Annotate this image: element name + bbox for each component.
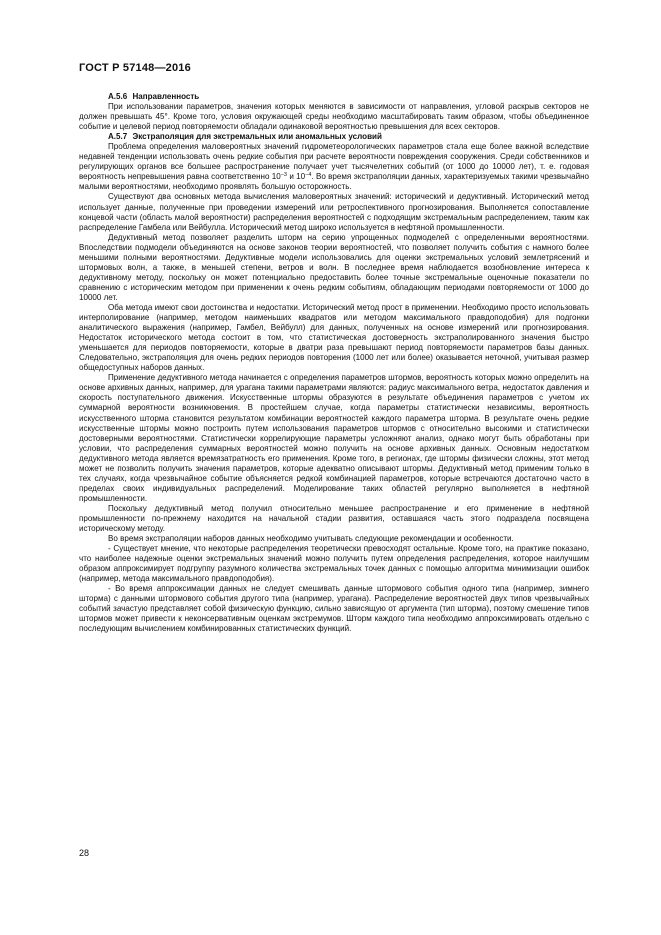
document-body (79, 92, 589, 635)
paragraph: Поскольку дедуктивный метод получил относительно меньшее распространение и его применение в нефтяной промышленности по-прежнему находится на начальной стадии развития, оставшаяся часть этого подраздела посвящена историческому методу. (79, 503, 589, 534)
section-heading-a56 (79, 92, 589, 102)
superscript: −3 (280, 172, 287, 179)
paragraph: Оба метода имеют свои достоинства и недостатки. Исторический метод прост в применении. Необходимо просто использовать интерполирование (например, методом наименьших квадратов или методом максимального правдоподобия) для подгонки аналитического выражения (например, Гамбел, Вейбулл) для данных, полученных на основе измерений или прогнозирования. Недостаток исторического метода состоит в том, что статистическая достоверность экстраполированного значения быстро уменьшается для периодов повторяемости, которые в дватри раза превышают период повторяемости параметров базы данных. Следовательно, экстраполяция для очень редких периодов повторения (1000 лет или более) оказывается неточной, учитывая размер общедоступных наборов данных. (79, 302, 589, 373)
section-title: Экстраполяция для экстремальных или аномальных условий (132, 132, 382, 142)
superscript: −4 (305, 172, 312, 179)
page-number: 28 (79, 848, 90, 858)
section-heading-a57 (79, 132, 589, 142)
text-run: и 10 (287, 172, 306, 182)
paragraph: Дедуктивный метод позволяет разделить шторм на серию упрощенных подмоделей с определенными вероятностями. Впоследствии подмодели объединяются на основе законов теории вероятностей, что позволяет получить события с намного более меньшими полными вероятностями. Дедуктивные модели использовались для оценки экстремальных условий землетрясений и штормовых волн, а также, в меньшей степени, ветров и волн. В последнее время наблюдается возобновление интереса к дедуктивному методу, поскольку он может потенциально предоставить более точные экстремальные оценочные показатели по сравнению с историческим методом при применении к очень редким событиям, обладающим периодами повторяемости от 1000 до 10000 лет. (79, 232, 589, 302)
paragraph: Во время экстраполяции наборов данных необходимо учитывать следующие рекомендации и особенности. (108, 534, 514, 544)
document-header: ГОСТ Р 57148—2016 (79, 62, 191, 74)
section-title: Направленность (132, 92, 200, 101)
paragraph: При использовании параметров, значения которых меняются в зависимости от направления, угловой раскрыв секторов не должен превышать 45°. Кроме того, условия окружающей среды необходимо масштабировать таким образом, чтобы объединенное событие и целевой период повторяемости обладали одинаковой вероятностью превышения для всех секторов. (79, 102, 589, 132)
text-run: . Во время экстраполяции данных, характеризуемых такими чрезвычайно малыми вероятностями, необходимо проявлять большую осторожность. (79, 172, 589, 192)
list-item: - Во время аппроксимации данных не следует смешивать данные штормового события одного типа (например, зимнего шторма) с данными штормового события другого типа (например, урагана). Распределение вероятностей двух типов чрезвычайных событий зачастую представляет собой физическую функцию, сильно зависящую от аргумента (тип шторма), поэтому смешение типов штормов может привести к неконсервативным оценкам экстремумов. Шторм каждого типа необходимо аппроксимировать отдельно с последующим вычислением комбинированных статистических функций. (79, 584, 589, 634)
section-number: А.5.6 (108, 92, 128, 101)
text-run: Проблема определения маловероятных значений гидрометеорологических параметров стала еще более важной вследствие недавней тенденции использовать очень редкие события при расчете вероятности повреждения сооружения. Среди собственников и регулирующих органов все большее распространение получает учет тысячелетних событий (от 1000 до 10000 лет), т. е. годовая вероятность непревышения равна соответственно 10 (79, 142, 589, 182)
section-number: А.5.7 (108, 132, 128, 142)
paragraph: Существуют два основных метода вычисления маловероятных значений: исторический и дедуктивный. Исторический метод использует данные, полученные при проведении измерений или ретроспективного прогнозирования. Выполняется сопоставление концевой части (область малой вероятности) распределения вероятностей с подходящим экстремальным распределением, таким как распределение Гамбела или Вейбулла. Исторический метод широко используется в нефтяной промышленности. (79, 192, 589, 232)
paragraph (79, 142, 589, 192)
paragraph: Применение дедуктивного метода начинается с определения параметров штормов, вероятность которых можно определить на основе архивных данных, например, для урагана такими параметрами являются: радиус максимального ветра, недостаток давления и скорость поступательного движения. Искусственные штормы образуются в результате объединения параметров с учетом их суммарной вероятности возникновения. В простейшем случае, когда параметры статистически независимы, вероятность искусственного шторма становится результатом комбинации вероятностей каждого параметра шторма. В результате очень редкие искусственные штормы можно построить путем использования параметров штормов с относительно высокими и статистически достоверными вероятностями. Статистически коррелирующие параметры усложняют анализ, однако могут быть обработаны при условии, что распределения суммарных вероятностей можно получить на основе архивных данных. Основным недостатком дедуктивного метода является времязатратность его применения. Кроме того, в регионах, где штормы физически сложны, этот метод может не позволить получить значения параметров, которые адекватно описывают штормы. Дедуктивный метод применим только в тех случаях, когда чрезвычайное событие объясняется редкой комбинацией параметров, которые встречаются достаточно часто в пределах своих индивидуальных распределений. Моделирование таких областей регулярно выполняется в нефтяной промышленности. (79, 373, 589, 503)
list-item: - Существует мнение, что некоторые распределения теоретически превосходят остальные. Кроме того, на практике показано, что наиболее надежные оценки экстремальных значений можно получить путем определения распределения, которое наилучшим образом аппроксимирует подгруппу разумного количества экстремальных точек данных с помощью алгоритма минимизации ошибок (например, метода максимального правдоподобия). (79, 544, 589, 584)
